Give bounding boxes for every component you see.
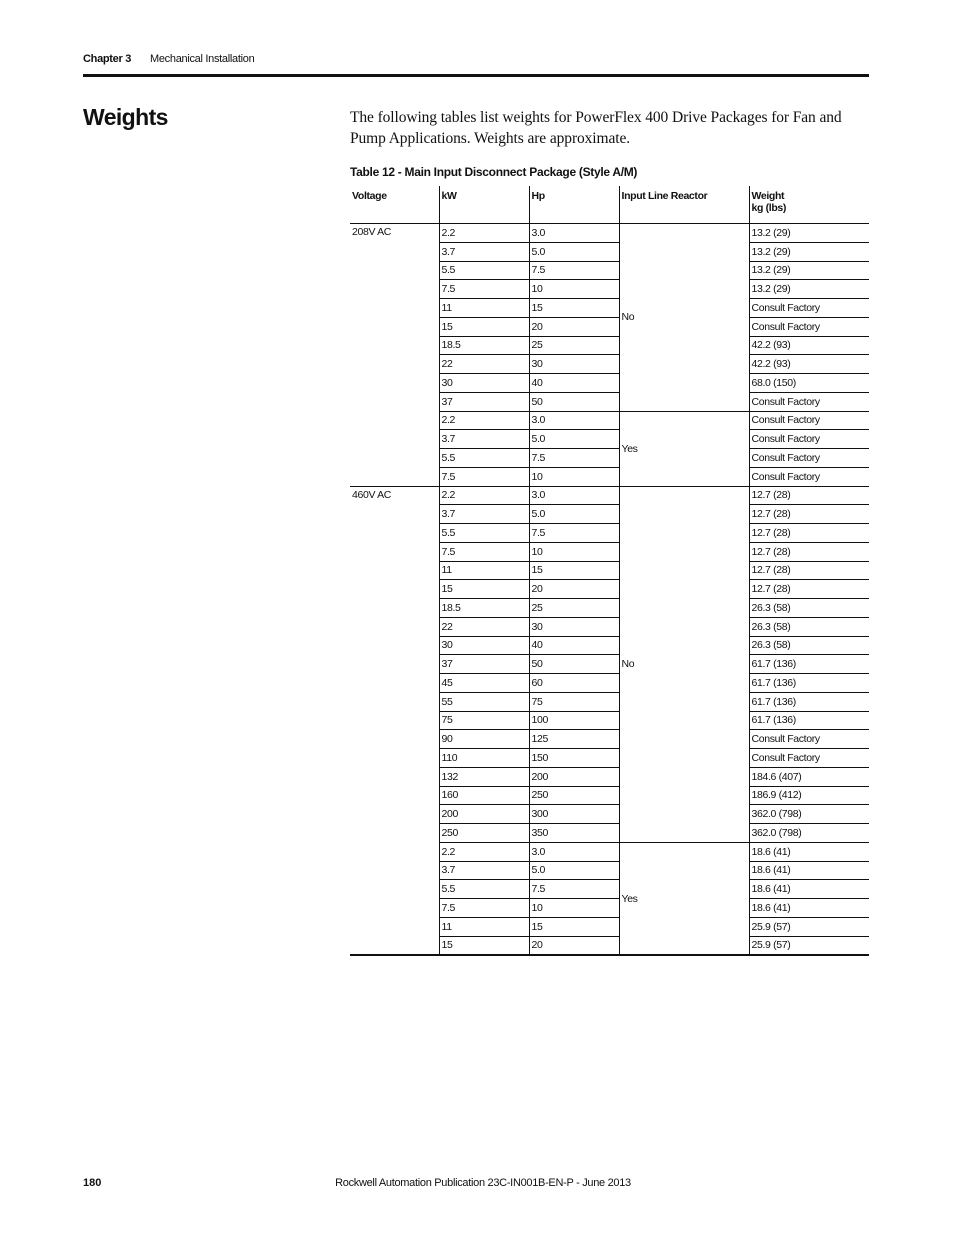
kw-cell: 90: [439, 730, 529, 749]
kw-cell: 37: [439, 655, 529, 674]
kw-cell: 2.2: [439, 842, 529, 861]
header-voltage: Voltage: [350, 186, 439, 224]
weights-table-container: [350, 186, 869, 956]
hp-cell: 7.5: [529, 261, 619, 280]
weight-cell: 61.7 (136): [749, 674, 869, 693]
kw-cell: 7.5: [439, 280, 529, 299]
input-line-reactor-cell: No: [619, 224, 749, 412]
weight-cell: 12.7 (28): [749, 542, 869, 561]
kw-cell: 2.2: [439, 411, 529, 430]
weight-cell: 12.7 (28): [749, 486, 869, 505]
header-kw: kW: [439, 186, 529, 224]
weight-cell: 18.6 (41): [749, 842, 869, 861]
hp-cell: 5.0: [529, 505, 619, 524]
page-title: Weights: [83, 104, 168, 130]
weight-cell: 13.2 (29): [749, 280, 869, 299]
hp-cell: 75: [529, 692, 619, 711]
voltage-cell: 208V AC: [350, 224, 439, 487]
weight-cell: 25.9 (57): [749, 917, 869, 936]
hp-cell: 10: [529, 467, 619, 486]
hp-cell: 3.0: [529, 224, 619, 243]
kw-cell: 22: [439, 617, 529, 636]
hp-cell: 20: [529, 317, 619, 336]
weight-cell: 25.9 (57): [749, 936, 869, 955]
hp-cell: 150: [529, 749, 619, 768]
weight-cell: Consult Factory: [749, 749, 869, 768]
hp-cell: 7.5: [529, 524, 619, 543]
table-body: [350, 224, 869, 956]
hp-cell: 300: [529, 805, 619, 824]
hp-cell: 3.0: [529, 411, 619, 430]
kw-cell: 18.5: [439, 336, 529, 355]
kw-cell: 45: [439, 674, 529, 693]
table-caption: Table 12 - Main Input Disconnect Package (Style A/M): [350, 165, 638, 179]
kw-cell: 132: [439, 767, 529, 786]
hp-cell: 20: [529, 936, 619, 955]
weight-cell: 18.6 (41): [749, 880, 869, 899]
kw-cell: 15: [439, 580, 529, 599]
weights-table: [350, 186, 869, 956]
kw-cell: 22: [439, 355, 529, 374]
weight-cell: 18.6 (41): [749, 899, 869, 918]
kw-cell: 5.5: [439, 524, 529, 543]
weight-cell: Consult Factory: [749, 467, 869, 486]
kw-cell: 5.5: [439, 880, 529, 899]
hp-cell: 15: [529, 917, 619, 936]
hp-cell: 40: [529, 374, 619, 393]
kw-cell: 7.5: [439, 899, 529, 918]
weight-cell: 13.2 (29): [749, 261, 869, 280]
kw-cell: 5.5: [439, 449, 529, 468]
hp-cell: 10: [529, 280, 619, 299]
weight-cell: 12.7 (28): [749, 561, 869, 580]
kw-cell: 250: [439, 824, 529, 843]
table-row: [350, 224, 869, 243]
hp-cell: 200: [529, 767, 619, 786]
page-number: 180: [83, 1177, 102, 1189]
chapter-label: Chapter 3: [83, 53, 132, 65]
kw-cell: 18.5: [439, 599, 529, 618]
input-line-reactor-cell: No: [619, 486, 749, 842]
table-row: [350, 486, 869, 505]
kw-cell: 7.5: [439, 467, 529, 486]
kw-cell: 7.5: [439, 542, 529, 561]
section-label: Mechanical Installation: [150, 53, 255, 65]
weight-cell: 68.0 (150): [749, 374, 869, 393]
header-hp: Hp: [529, 186, 619, 224]
hp-cell: 3.0: [529, 842, 619, 861]
weight-cell: 362.0 (798): [749, 805, 869, 824]
weight-cell: 26.3 (58): [749, 636, 869, 655]
weight-cell: 12.7 (28): [749, 505, 869, 524]
kw-cell: 200: [439, 805, 529, 824]
hp-cell: 60: [529, 674, 619, 693]
weight-cell: 12.7 (28): [749, 580, 869, 599]
weight-cell: 61.7 (136): [749, 711, 869, 730]
weight-cell: 26.3 (58): [749, 599, 869, 618]
kw-cell: 2.2: [439, 486, 529, 505]
input-line-reactor-cell: Yes: [619, 842, 749, 955]
intro-paragraph: The following tables list weights for PowerFlex 400 Drive Packages for Fan and Pump Applications. Weights are approximate.: [350, 109, 842, 147]
weight-cell: Consult Factory: [749, 392, 869, 411]
kw-cell: 15: [439, 317, 529, 336]
weight-cell: 18.6 (41): [749, 861, 869, 880]
weight-cell: 13.2 (29): [749, 224, 869, 243]
weight-cell: 42.2 (93): [749, 336, 869, 355]
hp-cell: 50: [529, 655, 619, 674]
hp-cell: 25: [529, 336, 619, 355]
hp-cell: 250: [529, 786, 619, 805]
weight-cell: 362.0 (798): [749, 824, 869, 843]
hp-cell: 7.5: [529, 880, 619, 899]
weight-cell: Consult Factory: [749, 730, 869, 749]
kw-cell: 11: [439, 299, 529, 318]
hp-cell: 100: [529, 711, 619, 730]
hp-cell: 7.5: [529, 449, 619, 468]
hp-cell: 5.0: [529, 430, 619, 449]
kw-cell: 2.2: [439, 224, 529, 243]
header-rule: [83, 74, 869, 77]
weight-cell: 12.7 (28): [749, 524, 869, 543]
weight-cell: 186.9 (412): [749, 786, 869, 805]
table-header-row: [350, 186, 869, 224]
weight-cell: Consult Factory: [749, 299, 869, 318]
weight-cell: Consult Factory: [749, 317, 869, 336]
hp-cell: 25: [529, 599, 619, 618]
hp-cell: 5.0: [529, 861, 619, 880]
weight-cell: 13.2 (29): [749, 242, 869, 261]
kw-cell: 3.7: [439, 430, 529, 449]
kw-cell: 55: [439, 692, 529, 711]
hp-cell: 3.0: [529, 486, 619, 505]
hp-cell: 10: [529, 899, 619, 918]
input-line-reactor-cell: Yes: [619, 411, 749, 486]
weight-cell: Consult Factory: [749, 411, 869, 430]
hp-cell: 15: [529, 299, 619, 318]
kw-cell: 3.7: [439, 861, 529, 880]
header-input-line-reactor: Input Line Reactor: [619, 186, 749, 224]
hp-cell: 350: [529, 824, 619, 843]
publication-info: Rockwell Automation Publication 23C-IN001B-EN-P - June 2013: [335, 1177, 631, 1189]
kw-cell: 160: [439, 786, 529, 805]
voltage-cell: 460V AC: [350, 486, 439, 955]
hp-cell: 40: [529, 636, 619, 655]
header-weight-unit: kg (lbs): [751, 202, 787, 214]
kw-cell: 15: [439, 936, 529, 955]
kw-cell: 3.7: [439, 242, 529, 261]
kw-cell: 11: [439, 561, 529, 580]
hp-cell: 10: [529, 542, 619, 561]
hp-cell: 50: [529, 392, 619, 411]
header-weight-label: Weight: [751, 190, 785, 202]
kw-cell: 30: [439, 374, 529, 393]
kw-cell: 11: [439, 917, 529, 936]
weight-cell: 184.6 (407): [749, 767, 869, 786]
kw-cell: 75: [439, 711, 529, 730]
hp-cell: 15: [529, 561, 619, 580]
weight-cell: Consult Factory: [749, 430, 869, 449]
hp-cell: 20: [529, 580, 619, 599]
kw-cell: 3.7: [439, 505, 529, 524]
hp-cell: 30: [529, 617, 619, 636]
weight-cell: 42.2 (93): [749, 355, 869, 374]
weight-cell: 26.3 (58): [749, 617, 869, 636]
kw-cell: 110: [439, 749, 529, 768]
weight-cell: 61.7 (136): [749, 692, 869, 711]
weight-cell: Consult Factory: [749, 449, 869, 468]
hp-cell: 125: [529, 730, 619, 749]
kw-cell: 5.5: [439, 261, 529, 280]
kw-cell: 37: [439, 392, 529, 411]
header-weight: [749, 186, 869, 224]
kw-cell: 30: [439, 636, 529, 655]
weight-cell: 61.7 (136): [749, 655, 869, 674]
hp-cell: 30: [529, 355, 619, 374]
hp-cell: 5.0: [529, 242, 619, 261]
